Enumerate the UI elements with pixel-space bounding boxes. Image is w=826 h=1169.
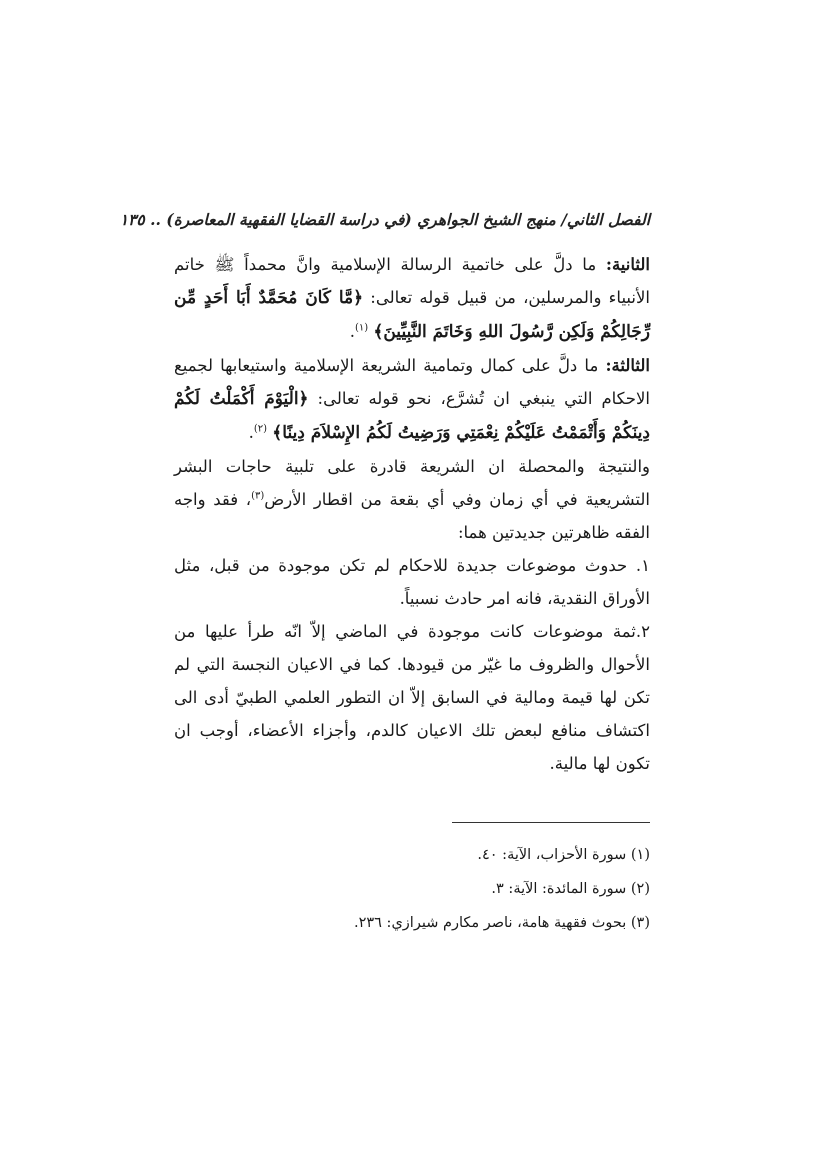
running-header: الفصل الثاني/ منهج الشيخ الجواهري (في دراسة القضايا الفقهية المعاصرة) .. ١٣٥ bbox=[119, 210, 650, 229]
paragraph-end: . bbox=[248, 423, 254, 442]
paragraph-text: ما دلَّ على كمال وتمامية الشريعة الإسلامية واستيعابها لجميع الاحكام التي ينبغي ان تُشرَّع، نحو قوله تعالى: bbox=[174, 356, 650, 408]
footnote-reference: (٢) bbox=[253, 423, 268, 435]
paragraph-point-one bbox=[174, 549, 650, 615]
footnote-1: (١) سورة الأحزاب، الآية: ٤٠. bbox=[477, 847, 650, 863]
footnote-reference: (٣) bbox=[251, 490, 265, 502]
paragraph-text: والنتيجة والمحصلة ان الشريعة قادرة على تلبية حاجات البشر التشريعية في أي زمان وفي أي بقعة من اقطار الأرض bbox=[174, 457, 651, 509]
footnote-3: (٣) بحوث فقهية هامة، ناصر مكارم شيرازي: ٢٣٦. bbox=[353, 915, 650, 931]
footnote-separator bbox=[452, 822, 650, 823]
paragraph-lead: الثالثة: bbox=[605, 356, 650, 375]
paragraph-end: . bbox=[349, 322, 355, 341]
paragraph-second bbox=[174, 248, 650, 349]
paragraph-text: ما دلَّ على خاتمية الرسالة الإسلامية وانَّ محمداً ﷺ خاتم الأنبياء والمرسلين، من قبيل قوله تعالى: bbox=[174, 255, 650, 307]
paragraph-text: ٢.ثمة موضوعات كانت موجودة في الماضي إلاّ انّه طرأ عليها من الأحوال والظروف ما غيّر من قيودها. كما في الاعيان النجسة التي لم تكن لها قيمة ومالية في السابق إلاّ ان التطور العلمي الطبيّ أدى الى اكتشاف منافع لبعض تلك الاعيان كالدم، وأجزاء الأعضاء، أوجب ان تكون لها مالية. bbox=[174, 622, 650, 773]
footnote-reference: (١) bbox=[354, 322, 369, 334]
paragraph-text-continued: ، فقد واجه الفقه ظاهرتين جديدتين هما: bbox=[174, 490, 650, 542]
paragraph-lead: الثانية: bbox=[605, 255, 650, 274]
paragraph-result bbox=[174, 450, 650, 549]
main-text bbox=[174, 248, 650, 780]
paragraph-point-two bbox=[174, 615, 650, 780]
quran-verse: ﴿الْيَوْمَ أَكْمَلْتُ لَكُمْ دِينَكُمْ وَأَتْمَمْتُ عَلَيْكُمْ نِعْمَتِي وَرَضِيتُ لَكُمُ الإِسْلاَمَ دِينًا﴾ bbox=[174, 389, 650, 443]
paragraph-third bbox=[174, 349, 650, 450]
paragraph-text: ١. حدوث موضوعات جديدة للاحكام لم تكن موجودة من قبل، مثل الأوراق النقدية، فانه امر حادث نسبياً. bbox=[174, 556, 650, 608]
footnote-2: (٢) سورة المائدة: الآية: ٣. bbox=[491, 881, 650, 897]
footnotes bbox=[174, 838, 650, 940]
quran-verse: ﴿مَّا كَانَ مُحَمَّدٌ أَبَا أَحَدٍ مِّن رِّجَالِكُمْ وَلَكِن رَّسُولَ اللهِ وَخَاتَمَ النَّبِيِّينَ﴾ bbox=[174, 288, 650, 342]
